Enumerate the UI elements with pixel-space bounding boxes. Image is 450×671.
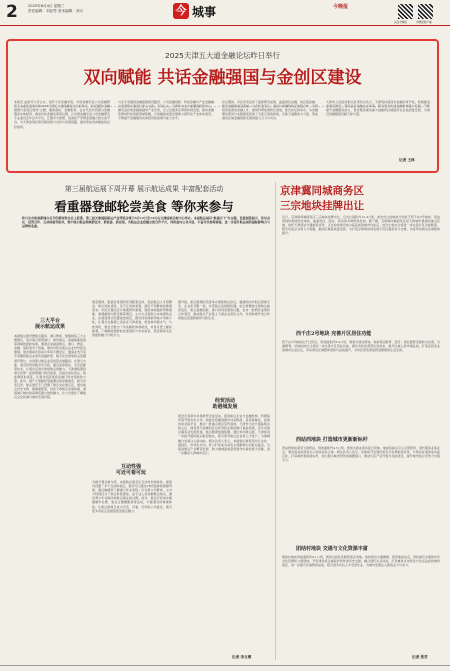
body-column: 展会还将举办多场经贸洽谈活动，促进航运企业与金融机构、科研院所等开展务实合作。组委会将邀请国内外采购商、投资商参会，搭建供需对接平台，推动一批重点项目签约落地。天津作为北方国际航运核心区，拥有得天独厚的区位优势和完善的港口基础设施，近年来航运服务业发展迅速，航运要素加速集聚。通过举办航运展，天津将进一步提升国际航运枢纽地位，吸引更多航运企业和人才落户，为港城融合发展注入新动能。相关负责人表示，本届航运展将坚持专业化、国际化、市场化方向，努力打造成为具有全球影响力的航运盛会，为促进航运产业繁荣发展、助力港城高质量发展作出新的更大贡献，进一步擦亮天津城市名片。 — [178, 414, 270, 455]
right-story-byline: 记者 张芳 — [412, 655, 428, 659]
editor-credits: 责任编辑：刘亚男 美术编辑：刘月 — [28, 9, 84, 13]
masthead-rule — [0, 25, 450, 26]
body-column: 据介绍，航运展期间还将举办国际航运论坛，邀请国内外航运领域专家、企业家齐聚一堂，共话航运发展新机遇。论坛将聚焦全球航运格局变化、航运金融创新、港口协同发展等议题，发布一批研究成果和合作项目，推动航运产业链上下游企业深化合作，共同构建开放合作的航运发展新格局与新生态。 — [178, 300, 270, 321]
body-column: 为提升观众参与感，本届航运展突出互动性和体验性。展馆内设置了多个互动体验区，观众可以通过VR设备体验船舶驾驶，通过触摸屏了解港口作业流程。针对青少年群体，主办方特别设计了航运科普课堂，由专业人员讲解航运知识，激发青少年对海洋和航运事业的兴趣。此外，展会还将举办船模制作比赛、航运主题摄影展等活动，丰富观众的参观体验，让航运展真正成为可近、可看、可玩的公众盛会，吸引更多市民走进展馆感受航运魅力。 — [92, 480, 172, 513]
right-story-headline-line1: 京津冀同城商务区 — [280, 185, 364, 197]
right-story-subhead: 西站西地块 打造城市更新新标杆 — [296, 437, 368, 443]
second-story-subhead: 互动性强 可近可看可玩 — [115, 464, 146, 476]
second-story-lead: 昨日从市政府新闻办召开的新闻发布会上获悉，第三届天津国际航运产业博览会将于6月12日至14日在天津国家会展中心举办。本届航运展以"航通天下"为主题，设置展览展示、论坛会议、经贸合作、互动体验等板块，集中展示航运领域新技术、新装备、新成果，为航运企业搭建交流合作平台，同时面向公众开放，丰富市民参观体验，进一步提升航运展的国际影响力与品牌知名度。 — [22, 216, 270, 229]
body-column: 与会专家围绕金融强国建设路径、公司金融创新、科技金融与产业金融融合发展等方面进行深入交流。专家认为，天津作为北方重要的经济中心，拥有良好的金融基础和产业优势，应立足服务京津冀协同发展，推动金融资源向科技创新领域集聚，以金融高质量发展助力现代化产业体系建设，不断提升金融服务实体经济的质效与能力水平。 — [118, 100, 214, 121]
body-column: 本报讯 由南开大学主办，南开大学金融学院、中国金融学会公司金融研究专业委员会承办的2025天津五大道金融论坛日前举行。论坛围绕"金融强国与金创区建设"主题，邀请高校、金融机构、企业代表共同探讨金融服务实体经济、推动科技金融发展等议题，以中国金融学会公司金融研究专业委员会年会为平台，汇聚多方智慧，搭建起产学研深度融合的交流平台，为天津金创区建设提供智力支持与发展思路，推动形成双向赋能的良好格局。 — [14, 100, 110, 129]
brand-name: 今晚报 — [333, 4, 349, 10]
qr-code-icon[interactable] — [418, 4, 433, 19]
section-title: 城事 — [192, 5, 217, 19]
page-number: 2 — [6, 2, 18, 22]
body-column: 论坛期间，多位学者发布了最新研究成果，涵盖绿色金融、供应链金融、数字金融等前沿领域。与会代表表示，高校与金融机构应加强合作，共同培养高素质金融人才，推动科研成果转化落地。此次论坛的举办，为金融理论研究与实践探索搭建了交流互鉴的桥梁，有助于凝聚各方力量，形成推动区域金融创新发展的强大合力与共识。 — [222, 100, 318, 121]
second-story-subhead: 三大平台 展示航运成果 — [34, 318, 65, 330]
body-column: 天津市人民政府相关负责同志表示，天津将持续深化金融改革开放，积极推进金创区建设，营造良好金融生态环境，吸引更多优质金融机构落户发展，不断提升金融服务能力，更好服务国家重大战略和区域经济社会高质量发展，为建设金融强国贡献天津力量。 — [326, 100, 430, 117]
page-bottom-rule — [0, 665, 450, 666]
body-column: 西千庄2号地块位于红桥区，用地面积约3.8公顷，规划为居住用地。地块周边教育、医疗、商业配套设施较为完善，交通便利。该地块的出让将进一步完善片区居住功能，满足市民改善型住房需求，提升区域人居环境品质，打造宜居宜业的城市生活社区，带动周边区域整体更新与品质提升，为市民营造更加舒适便捷的生活空间。 — [282, 340, 440, 353]
right-story-subhead: 团结村地块 交通与文化资源丰富 — [296, 546, 368, 552]
top-story-byline: 记者 王林 — [399, 158, 415, 162]
second-story-subhead: 经贸活动 助港城发展 — [212, 398, 238, 410]
right-story-headline-line2: 三宗地块挂牌出让 — [280, 200, 364, 212]
newspaper-logo-icon: 今 — [173, 3, 189, 19]
qr-code-icon[interactable] — [398, 4, 413, 19]
body-column: 展会期间，组委会将组织系列配套活动，包括航运人才招聘会、航运知识讲座、亲子互动体验等，满足不同群体的参观需求。市民可通过官方渠道预约参观，现场体验模拟驾驶船舶、参观邮轮内部设施等项目。主办方还将联合本地餐饮企业，在展馆周边设置美食街区，推出特色海鲜和地方风味小吃，让观众在参观之余品尝天津美食，感受城市烟火气。与此同时，展会还推出了多条邮轮体验航线，市民可登上邮轮参观，了解邮轮旅游的发展现状与未来前景，感受海洋文化的独特魅力与吸引力。 — [92, 300, 172, 337]
top-story-headline: 双向赋能 共话金融强国与金创区建设 — [83, 68, 362, 88]
body-column: 近日，京津冀同城商务区三宗地块挂牌出让，总出让面积约12.4公顷。此次出让的地块分别位于西千庄2号地块、西站西地块和团结村地块，涵盖居住、商业、商务等多种用地性质。据了解，京津冀同城商务区是天津城市更新的重点区域，依托天津西站交通枢纽优势，正在加快建设成为高品质的城市功能区。此次土地出让将进一步完善片区功能配套，吸引优质企业和人才集聚，推动区域高质量发展，为打造京津冀协同发展示范区提供有力支撑，也将带动周边区域整体提升。 — [282, 215, 440, 236]
qr-label: 今晚报客户端 — [416, 21, 432, 24]
second-story-headline: 看重器登邮轮尝美食 等你来参与 — [54, 199, 234, 214]
top-story-kicker: 2025天津五大道金融论坛昨日举行 — [165, 51, 280, 60]
issue-info — [28, 4, 108, 14]
body-column: 西站西地块紧邻天津西站，用地面积约4.5公顷，规划为商业商务混合用地。地块将重点引入总部经济、现代服务业等业态，建设高品质商务办公和商业综合体。相关负责人表示，该地块开发建设将充分发挥枢纽优势，与周边区域形成功能互补，打造城市更新新标杆，成为展示城市形象的重要窗口，推动片区产业升级与功能优化，提升城市综合竞争力与吸引力。 — [282, 446, 440, 463]
body-column: 团结村地块用地面积约4.1公顷，规划为居住及配套商业用地。地块周边交通便捷，紧邻地铁站点，同时拥有丰富的历史文化资源和公园绿地。开发建设将注重保护和传承历史文脉，融合现代生活功能，打造兼具文化特色与生活品质的城市街区，进一步提升区域整体品质，吸引更多年轻人才安居乐业，为城市发展注入新的活力与动力。 — [282, 555, 440, 568]
top-story-body — [14, 100, 430, 166]
second-story-byline: 记者 李文博 — [232, 655, 252, 659]
issue-date: 2025年6月4日 星期三 — [28, 4, 65, 8]
right-story-subhead: 西千庄2号地块 完善片区居住功能 — [296, 331, 372, 337]
body-column: 本届航运展设置航运服务、港口物流、船舶制造三大主题展区，集中展示智慧港口、绿色航运、高端船舶装备等领域的最新成果。参展企业涵盖航运、港口、物流、金融、保险等多个领域，国内外知名航运企业纷纷报名参展。展会期间还将举办多场专题论坛，邀请业内专家学者围绕航运业绿色低碳转型、数字化发展等热点话题展开研讨，共同探讨航运业高质量发展路径。在展示方面，展会将利用数字化手段，通过虚拟现实、全息投影等技术，让观众沉浸式体验航运的魅力。天津港集团将展示世界一流智慧港口建设成果，包括自动化码头、智能调度系统等，让观众近距离感受港口科技创新的力量。此外，国产大型邮轮等重器也将亮相展会，吸引众多目光。航运展还专门设置了航运文化展示区，展出航运历史文物、船舶模型等，讲述天津航运发展故事，展现港口城市的深厚底蕴与独特魅力，让公众更好了解航运文化和港口城市发展历程。 — [14, 334, 86, 400]
second-story-kicker: 第三届航运展下周开幕 展示航运成果 丰富配套活动 — [64, 185, 224, 193]
qr-label: 关注今晚报 — [394, 21, 407, 24]
column-divider — [275, 182, 276, 660]
